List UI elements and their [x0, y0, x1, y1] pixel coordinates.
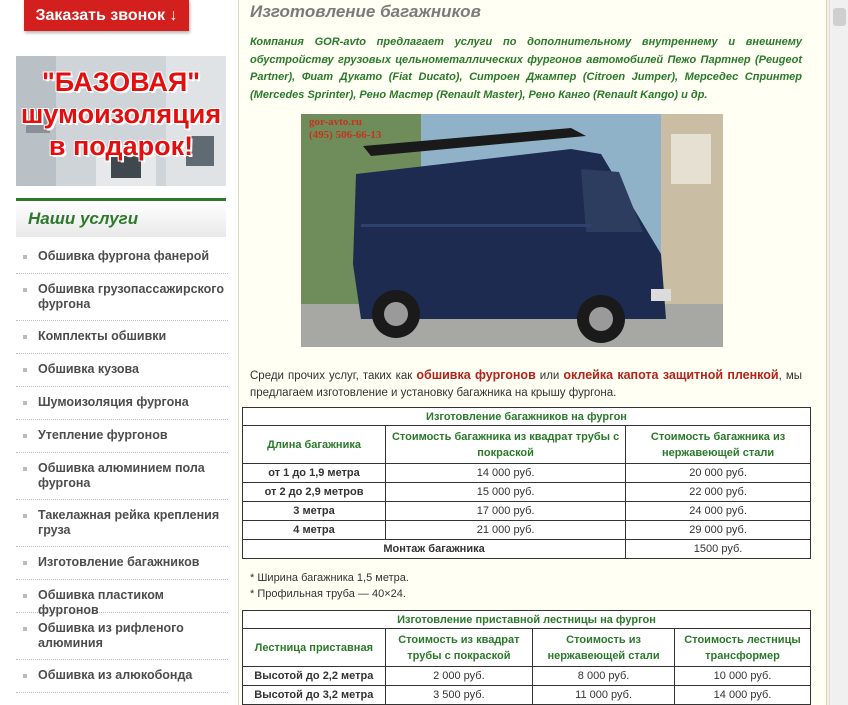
price-cell: 10 000 руб. — [675, 667, 811, 686]
bullet-icon — [23, 288, 27, 292]
para-mid: или — [535, 370, 564, 382]
price-cell: 11 000 руб. — [533, 686, 675, 705]
note-width: * Ширина багажника 1,5 метра. — [250, 572, 409, 584]
table-notes — [250, 570, 409, 602]
van-image — [301, 114, 723, 347]
scrollbar-thumb[interactable] — [833, 8, 846, 26]
sidebar-item-label: Обшивка фургона фанерой — [38, 249, 210, 263]
promo-line-1: "БАЗОВАЯ" — [41, 67, 201, 97]
table-row — [243, 502, 811, 521]
row-label: от 1 до 1,9 метра — [243, 464, 386, 483]
sidebar-item-label: Обшивка из рифленого алюминия — [38, 621, 184, 650]
table-row — [243, 464, 811, 483]
scrollbar[interactable] — [829, 0, 848, 705]
sidebar-item-plastic[interactable] — [16, 579, 228, 617]
sidebar-item-label: Обшивка из алюкобонда — [38, 668, 193, 682]
promo-text — [16, 66, 226, 162]
photo-phone: (495) 506-66-13 — [309, 129, 382, 141]
bullet-icon — [23, 514, 27, 518]
bullet-icon — [23, 674, 27, 678]
row-label: 4 метра — [243, 521, 386, 540]
bullet-icon — [23, 627, 27, 631]
sidebar-item-label: Обшивка алюминием пола фургона — [38, 461, 205, 490]
price-cell: 20 000 руб. — [626, 464, 811, 483]
sidebar-item-kits[interactable] — [16, 320, 228, 354]
row-label: 3 метра — [243, 502, 386, 521]
bullet-icon — [23, 368, 27, 372]
van-photo — [301, 114, 723, 347]
sidebar-item-label: Комплекты обшивки — [38, 329, 167, 343]
row-label: Высотой до 2,2 метра — [243, 667, 386, 686]
sidebar-item-label: Изготовление багажников — [38, 555, 200, 569]
sidebar-item-cargo-passenger[interactable] — [16, 273, 228, 321]
table-row — [243, 667, 811, 686]
price-cell: 8 000 руб. — [533, 667, 675, 686]
table-header: Стоимость лестницы трансформер — [675, 629, 811, 667]
row-label: Высотой до 3,2 метра — [243, 686, 386, 705]
table-header: Стоимость багажника из квадрат трубы с покраской — [386, 426, 626, 464]
sidebar-item-body[interactable] — [16, 353, 228, 387]
hood-film-link[interactable]: оклейка капота защитной пленкой — [563, 368, 779, 382]
sidebar-item-label: Такелажная рейка крепления груза — [38, 508, 220, 537]
ladder-price-table — [242, 610, 811, 705]
table-caption: Изготовление багажников на фургон — [243, 408, 811, 426]
sidebar-item-rigging-rail[interactable] — [16, 499, 228, 547]
table-row — [243, 521, 811, 540]
note-profile: * Профильная труба — 40×24. — [250, 588, 406, 600]
services-paragraph — [250, 367, 802, 402]
sidebar-item-insulation[interactable] — [16, 419, 228, 453]
price-cell: 22 000 руб. — [626, 483, 811, 502]
sidebar-item-label: Обшивка кузова — [38, 362, 139, 376]
sidebar-item-label: Обшивка пластиком фургонов — [38, 588, 164, 617]
sidebar-item-alucobond[interactable] — [16, 659, 228, 693]
sidebar-item-roof-racks[interactable] — [16, 546, 228, 580]
price-cell: 21 000 руб. — [386, 521, 626, 540]
price-cell: 24 000 руб. — [626, 502, 811, 521]
bullet-icon — [23, 335, 27, 339]
table-row — [243, 686, 811, 705]
table-header: Стоимость багажника из нержавеющей стали — [626, 426, 811, 464]
table-row — [243, 483, 811, 502]
price-cell: 14 000 руб. — [675, 686, 811, 705]
table-row — [243, 540, 811, 559]
install-label: Монтаж багажника — [243, 540, 626, 559]
price-cell: 17 000 руб. — [386, 502, 626, 521]
photo-site: gor-avto.ru — [309, 116, 363, 128]
install-price: 1500 руб. — [626, 540, 811, 559]
price-cell: 14 000 руб. — [386, 464, 626, 483]
intro-text: Компания GOR-avto предлагает услуги по дополнительному внутреннему и внешнему обустройству грузовых цельнометаллических фургонов автомобилей Пежо Партнер (Peugeot Partner), Фиат Дукато (Fiat Ducato), Ситроен Джампер (Citroen Jumper), Мерседес Спринтер (Mercedes Sprinter), Рено Мастер (Renault Master), Рено Канго (Renault Kango) и др. — [250, 36, 802, 101]
sidebar-item-ribbed-aluminium[interactable] — [16, 612, 228, 660]
bullet-icon — [23, 594, 27, 598]
promo-line-2: шумоизоляция — [20, 99, 222, 129]
price-cell: 3 500 руб. — [385, 686, 532, 705]
sidebar-item-label: Обшивка грузопассажирского фургона — [38, 282, 224, 311]
price-cell: 29 000 руб. — [626, 521, 811, 540]
sidebar-item-soundproofing[interactable] — [16, 386, 228, 420]
price-cell: 15 000 руб. — [386, 483, 626, 502]
row-label: от 2 до 2,9 метров — [243, 483, 386, 502]
photo-watermark — [309, 116, 381, 142]
bullet-icon — [23, 467, 27, 471]
bullet-icon — [23, 255, 27, 259]
sidebar-item-aluminium-floor[interactable] — [16, 452, 228, 500]
bullet-icon — [23, 561, 27, 565]
table-header: Стоимость из квадрат трубы с покраской — [385, 629, 532, 667]
services-title: Наши услуги — [28, 209, 139, 228]
promo-line-3: в подарок! — [48, 131, 194, 161]
price-cell: 2 000 руб. — [385, 667, 532, 686]
bullet-icon — [23, 434, 27, 438]
bullet-icon — [23, 401, 27, 405]
order-call-button[interactable]: Заказать звонок ↓ — [24, 0, 189, 31]
para-suffix: , мы предлагаем изготовление и установку багажника на крышу фургона. — [250, 370, 802, 399]
promo-banner[interactable] — [16, 56, 226, 186]
table-header: Длина багажника — [243, 426, 386, 464]
page-title: Изготовление багажников — [250, 2, 481, 21]
sidebar-item-label: Шумоизоляция фургона — [38, 395, 189, 409]
services-heading — [16, 198, 226, 237]
table-caption: Изготовление приставной лестницы на фургон — [243, 611, 811, 629]
table-header: Стоимость из нержавеющей стали — [533, 629, 675, 667]
roof-rack-price-table — [242, 407, 811, 559]
para-prefix: Среди прочих услуг, таких как — [250, 370, 417, 382]
sidebar-item-plywood[interactable] — [16, 240, 228, 274]
van-lining-link[interactable]: обшивка фургонов — [416, 368, 536, 382]
sidebar-item-label: Утепление фургонов — [38, 428, 168, 442]
table-header: Лестница приставная — [243, 629, 386, 667]
